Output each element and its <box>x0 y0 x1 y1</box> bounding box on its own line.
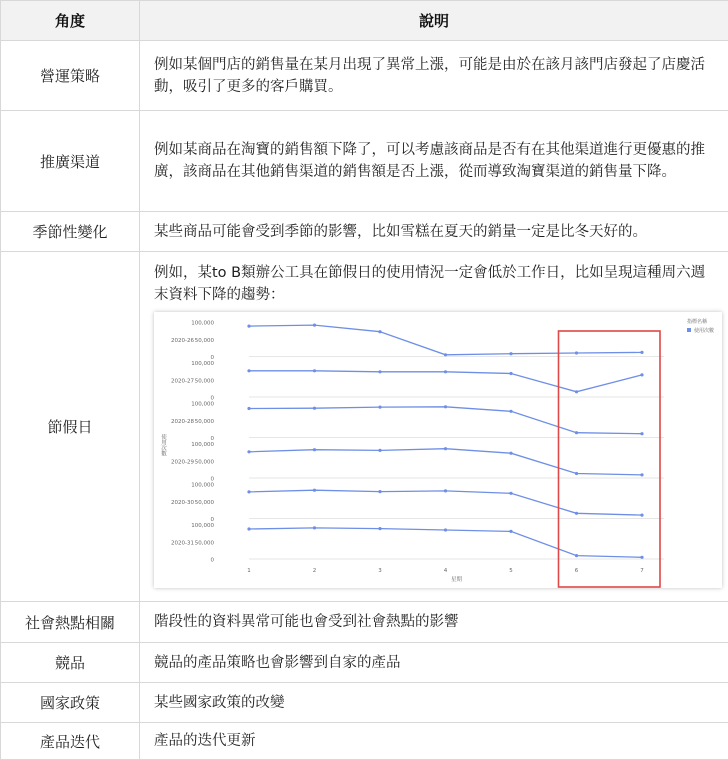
x-tick-label: 3 <box>378 568 382 574</box>
data-point <box>247 490 250 493</box>
data-point <box>640 514 643 517</box>
series-line <box>249 407 642 434</box>
data-point <box>444 489 447 492</box>
data-point <box>509 410 512 413</box>
y-tick-label: 100,000 <box>191 442 214 448</box>
row-angle: 產品迭代 <box>1 723 140 760</box>
data-point <box>640 556 643 559</box>
series-line <box>249 449 642 475</box>
data-point <box>640 473 643 476</box>
data-point <box>378 527 381 530</box>
data-point <box>509 352 512 355</box>
series-line <box>249 528 642 557</box>
x-tick-label: 5 <box>509 568 513 574</box>
table-row <box>1 212 728 252</box>
legend-title: 指標名稱 <box>687 318 707 325</box>
legend-label: 使用次數 <box>694 327 714 334</box>
data-point <box>640 373 643 376</box>
data-point <box>575 472 578 475</box>
legend-swatch <box>687 328 691 332</box>
weekly-usage-chart <box>154 312 722 588</box>
data-point <box>509 372 512 375</box>
data-point <box>313 407 316 410</box>
y-tick-label: 50,000 <box>195 459 215 465</box>
data-point <box>378 370 381 373</box>
data-point <box>313 448 316 451</box>
series-line <box>249 325 642 355</box>
y-tick-label: 0 <box>211 517 215 523</box>
x-tick-label: 7 <box>640 568 644 574</box>
y-tick-label: 0 <box>211 477 215 483</box>
x-tick-label: 1 <box>247 568 251 574</box>
y-tick-label: 50,000 <box>195 419 215 425</box>
data-point <box>313 324 316 327</box>
data-point <box>444 405 447 408</box>
row-angle: 營運策略 <box>1 41 140 111</box>
chart-svg <box>154 312 722 588</box>
data-point <box>444 370 447 373</box>
table-header-row <box>1 1 728 41</box>
row-angle: 社會熱點相關 <box>1 602 140 643</box>
row-desc: 階段性的資料異常可能也會受到社會熱點的影響 <box>140 602 728 643</box>
row-angle: 推廣渠道 <box>1 111 140 212</box>
x-tick-label: 6 <box>575 568 579 574</box>
data-point <box>640 432 643 435</box>
data-point <box>444 353 447 356</box>
data-point <box>378 330 381 333</box>
data-point <box>575 431 578 434</box>
y-tick-label: 100,000 <box>191 321 214 327</box>
data-point <box>378 449 381 452</box>
data-point <box>313 369 316 372</box>
table-row <box>1 252 728 602</box>
y-axis-label: 使用次數 <box>160 433 167 458</box>
highlight-box <box>559 331 661 587</box>
data-point <box>247 369 250 372</box>
x-axis-label: 星期 <box>451 575 463 583</box>
y-tick-label: 50,000 <box>195 338 215 344</box>
data-point <box>247 407 250 410</box>
data-point <box>575 512 578 515</box>
data-point <box>575 351 578 354</box>
holiday-desc-text: 例如，某to B類辦公工具在節假日的使用情況一定會低於工作日，比如呈現這種周六週末資料下降的趨勢： <box>154 262 716 306</box>
panel-label: 2020-28 <box>171 419 194 425</box>
panel-label: 2020-29 <box>171 459 194 465</box>
row-desc: 例如某個門店的銷售量在某月出現了異常上漲，可能是由於在該月該門店發起了店慶活動，吸引了更多的客戶購買。 <box>140 41 728 111</box>
data-point <box>444 528 447 531</box>
row-desc-holiday <box>140 252 728 602</box>
data-point <box>378 490 381 493</box>
panel-label: 2020-27 <box>171 378 194 384</box>
data-point <box>509 530 512 533</box>
data-point <box>247 325 250 328</box>
y-tick-label: 100,000 <box>191 402 214 408</box>
row-angle: 季節性變化 <box>1 212 140 252</box>
data-point <box>575 554 578 557</box>
data-point <box>378 406 381 409</box>
y-tick-label: 100,000 <box>191 523 214 529</box>
table-row <box>1 643 728 683</box>
header-desc: 說明 <box>140 1 728 41</box>
y-tick-label: 0 <box>211 436 215 442</box>
data-point <box>640 351 643 354</box>
y-tick-label: 0 <box>211 355 215 361</box>
row-angle: 節假日 <box>1 252 140 602</box>
y-tick-label: 50,000 <box>195 540 215 546</box>
row-angle: 競品 <box>1 643 140 683</box>
table-row <box>1 41 728 111</box>
y-tick-label: 0 <box>211 396 215 402</box>
table-row <box>1 683 728 723</box>
x-tick-label: 4 <box>444 568 448 574</box>
table-row <box>1 723 728 760</box>
header-angle: 角度 <box>1 1 140 41</box>
row-desc: 例如某商品在淘寶的銷售額下降了，可以考慮該商品是否有在其他渠道進行更優惠的推廣，該商品在其他銷售渠道的銷售額是否上漲，從而導致淘寶渠道的銷售量下降。 <box>140 111 728 212</box>
data-point <box>313 526 316 529</box>
table-row <box>1 602 728 643</box>
row-desc: 產品的迭代更新 <box>140 723 728 760</box>
y-tick-label: 100,000 <box>191 361 214 367</box>
data-point <box>247 450 250 453</box>
y-tick-label: 50,000 <box>195 500 215 506</box>
x-tick-label: 2 <box>313 568 317 574</box>
row-desc: 某些國家政策的改變 <box>140 683 728 723</box>
data-point <box>444 447 447 450</box>
y-tick-label: 100,000 <box>191 483 214 489</box>
data-point <box>509 452 512 455</box>
row-desc: 競品的產品策略也會影響到自家的產品 <box>140 643 728 683</box>
y-tick-label: 0 <box>211 558 215 564</box>
data-point <box>313 489 316 492</box>
data-point <box>575 390 578 393</box>
y-tick-label: 50,000 <box>195 378 215 384</box>
row-desc: 某些商品可能會受到季節的影響，比如雪糕在夏天的銷量一定是比冬天好的。 <box>140 212 728 252</box>
series-line <box>249 490 642 515</box>
panel-label: 2020-26 <box>171 338 194 344</box>
data-point <box>509 492 512 495</box>
panel-label: 2020-31 <box>171 540 194 546</box>
row-angle: 國家政策 <box>1 683 140 723</box>
series-line <box>249 371 642 392</box>
data-point <box>247 527 250 530</box>
table-row <box>1 111 728 212</box>
panel-label: 2020-30 <box>171 500 194 506</box>
